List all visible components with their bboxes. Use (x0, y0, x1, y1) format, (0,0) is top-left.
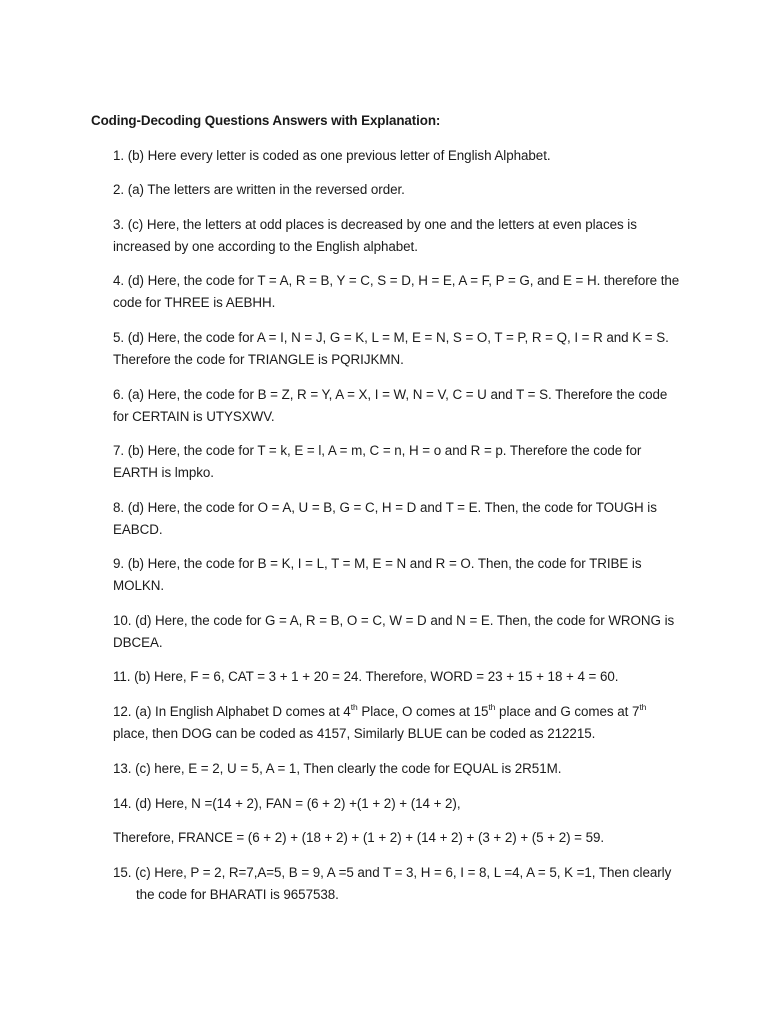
answer-3 (113, 214, 698, 258)
answer-line: 4. (d) Here, the code for T = A, R = B, Y = C, S = D, H = E, A = F, P = G, and E = H. therefore the (113, 273, 680, 288)
answer-14-continuation (113, 827, 698, 849)
answer-7 (113, 440, 698, 484)
answer-line: the code for BHARATI is 9657538. (136, 887, 339, 902)
answer-line: 15. (c) Here, P = 2, R=7,A=5, B = 9, A =5 and T = 3, H = 6, I = 8, L =4, A = 5, K =1, Then clearly (113, 865, 672, 880)
answer-line: increased by one according to the English alphabet. (113, 239, 418, 254)
answer-6 (113, 384, 698, 428)
answer-10 (113, 610, 698, 654)
answer-line: 6. (a) Here, the code for B = Z, R = Y, A = X, I = W, N = V, C = U and T = S. Therefore the code (113, 387, 668, 402)
answer-14 (113, 793, 698, 815)
ordinal-suffix: th (639, 702, 647, 712)
answer-13 (113, 758, 698, 780)
document-title: Coding-Decoding Questions Answers with Explanation: (91, 113, 441, 128)
answer-12-text-2: Place, O comes at 15 (357, 704, 489, 719)
answer-line: EARTH is lmpko. (113, 465, 214, 480)
answer-15 (113, 862, 698, 906)
answer-12-text-1: 12. (a) In English Alphabet D comes at 4 (113, 704, 351, 719)
answer-line: Therefore, FRANCE = (6 + 2) + (18 + 2) + (1 + 2) + (14 + 2) + (3 + 2) + (5 + 2) = 59. (113, 830, 605, 845)
answer-line: 3. (c) Here, the letters at odd places is decreased by one and the letters at even places is (113, 217, 637, 232)
answer-line: 11. (b) Here, F = 6, CAT = 3 + 1 + 20 = 24. Therefore, WORD = 23 + 15 + 18 + 4 = 60. (113, 669, 619, 684)
answer-12 (113, 701, 698, 745)
answer-line: place, then DOG can be coded as 4157, Similarly BLUE can be coded as 212215. (113, 726, 596, 741)
answer-line: 7. (b) Here, the code for T = k, E = l, A = m, C = n, H = o and R = p. Therefore the code for (113, 443, 642, 458)
answer-12-text-3: place and G comes at 7 (495, 704, 640, 719)
answer-line: code for THREE is AEBHH. (113, 295, 276, 310)
answer-line: MOLKN. (113, 578, 165, 593)
answer-line: 5. (d) Here, the code for A = I, N = J, G = K, L = M, E = N, S = O, T = P, R = Q, I = R and K = S. (113, 330, 669, 345)
answer-line: EABCD. (113, 522, 163, 537)
ordinal-suffix: th (350, 702, 358, 712)
answer-1 (113, 145, 698, 167)
answer-line: for CERTAIN is UTYSXWV. (113, 409, 275, 424)
answer-11 (113, 666, 698, 688)
answer-line: 10. (d) Here, the code for G = A, R = B, O = C, W = D and N = E. Then, the code for WRONG is (113, 613, 675, 628)
answer-line: 13. (c) here, E = 2, U = 5, A = 1, Then clearly the code for EQUAL is 2R51M. (113, 761, 562, 776)
ordinal-suffix: th (488, 702, 496, 712)
answer-8 (113, 497, 698, 541)
answer-line: 14. (d) Here, N =(14 + 2), FAN = (6 + 2) +(1 + 2) + (14 + 2), (113, 796, 461, 811)
answer-line: 9. (b) Here, the code for B = K, I = L, T = M, E = N and R = O. Then, the code for TRIBE is (113, 556, 642, 571)
answer-2 (113, 179, 698, 201)
answer-5 (113, 327, 698, 371)
answer-line: DBCEA. (113, 635, 163, 650)
answer-line: 8. (d) Here, the code for O = A, U = B, G = C, H = D and T = E. Then, the code for TOUGH is (113, 500, 657, 515)
answer-line: Therefore the code for TRIANGLE is PQRIJKMN. (113, 352, 404, 367)
answer-line: 1. (b) Here every letter is coded as one previous letter of English Alphabet. (113, 148, 551, 163)
answer-9 (113, 553, 698, 597)
answer-4 (113, 270, 698, 314)
answer-line (113, 701, 698, 723)
answer-line: 2. (a) The letters are written in the reversed order. (113, 182, 405, 197)
